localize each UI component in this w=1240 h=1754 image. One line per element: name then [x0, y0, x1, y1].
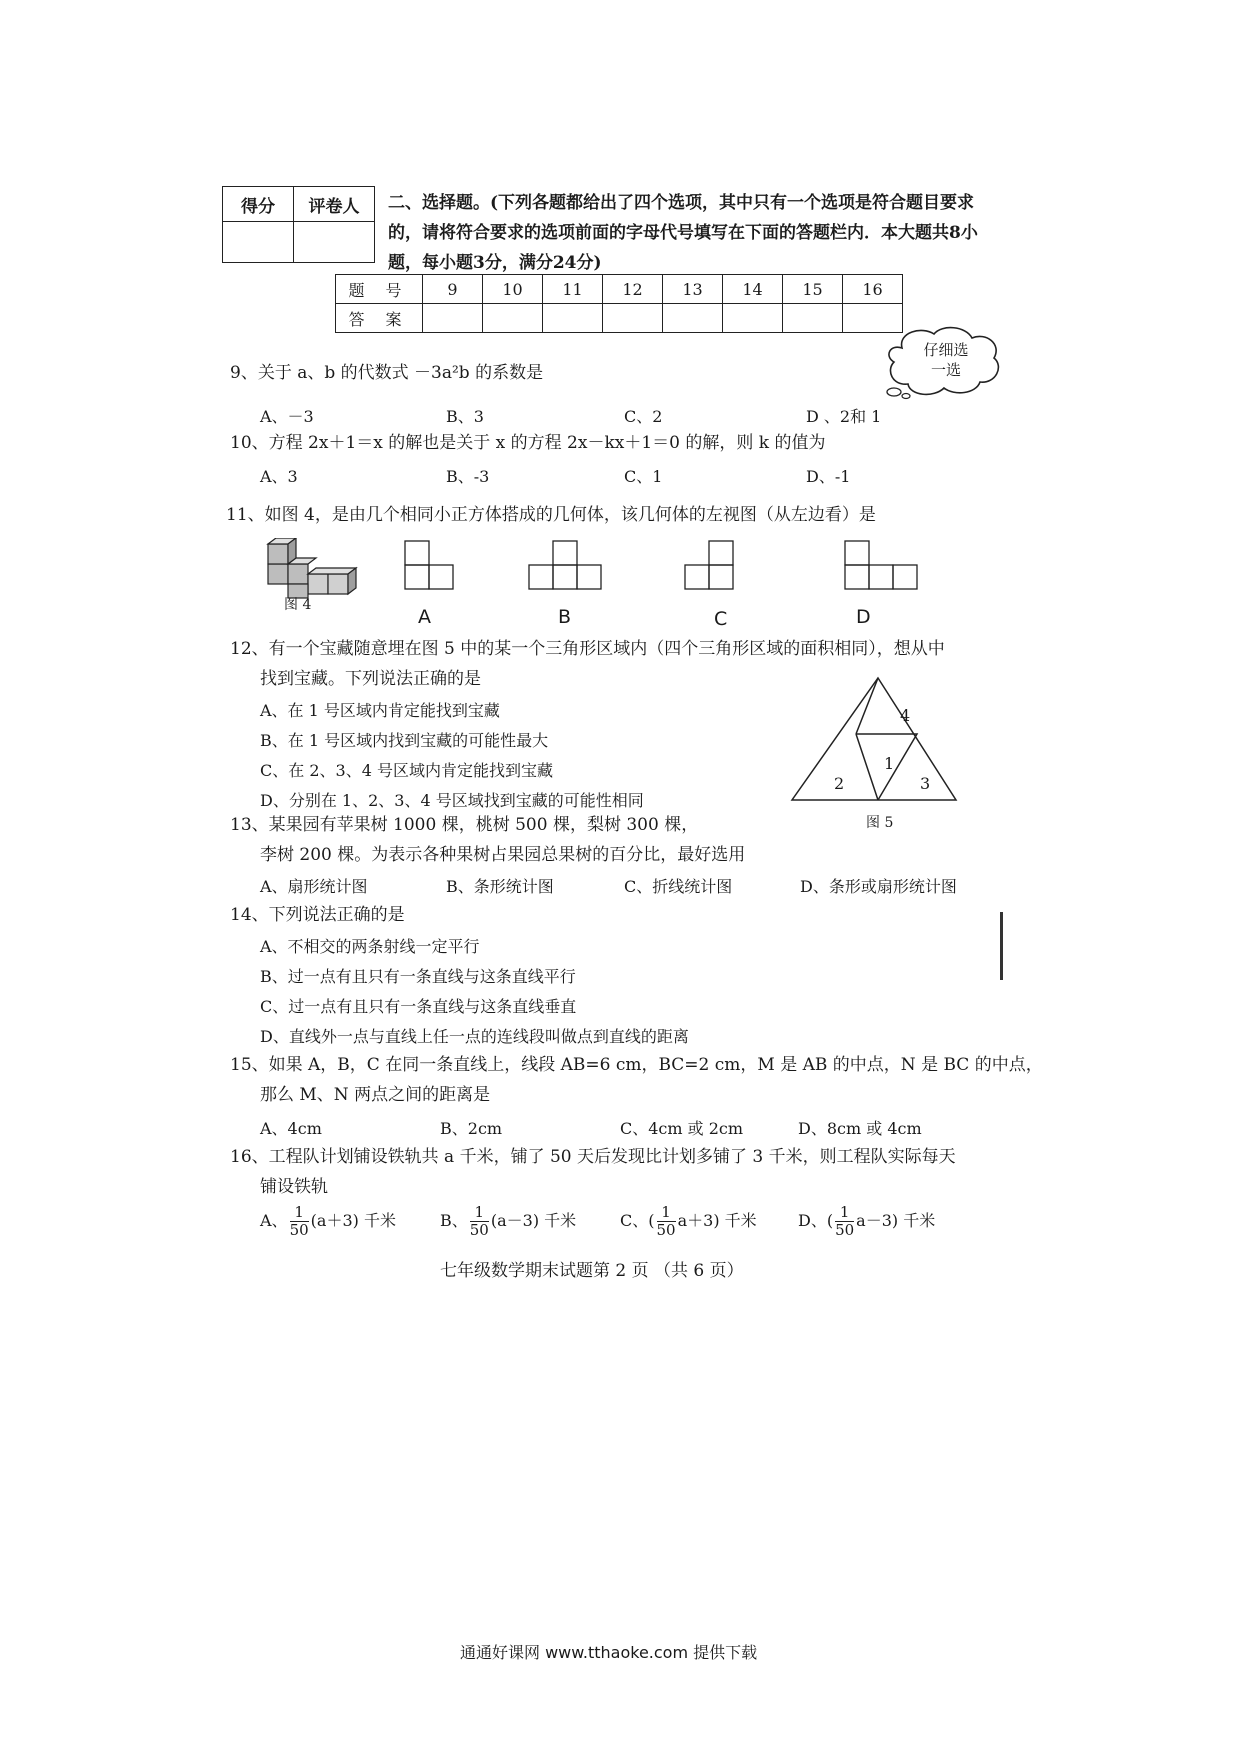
- q16-b-prefix: B、: [440, 1211, 468, 1230]
- question-12-line2: 找到宝藏。下列说法正确的是: [260, 669, 481, 689]
- figure-5-triangle: [790, 676, 962, 804]
- fraction-numerator: 1: [470, 1204, 489, 1222]
- margin-mark: [1000, 912, 1003, 980]
- q9-option-b[interactable]: B、3: [446, 407, 484, 426]
- q13-option-c[interactable]: C、折线统计图: [624, 877, 733, 896]
- question-15-line1: 15、如果 A，B，C 在同一条直线上，线段 AB=6 cm，BC=2 cm，M 是 AB 的中点，N 是 BC 的中点，: [230, 1055, 1043, 1075]
- q14-option-d[interactable]: D、直线外一点与直线上任一点的连线段叫做点到直线的距离: [260, 1027, 689, 1046]
- q12-option-a[interactable]: A、在 1 号区域内肯定能找到宝藏: [260, 701, 500, 720]
- fraction: [470, 1204, 489, 1239]
- grader-cell[interactable]: [294, 222, 375, 263]
- question-number: 16: [843, 275, 903, 304]
- q10-option-b[interactable]: B、-3: [446, 467, 490, 486]
- bubble-line2: 一选: [930, 361, 961, 379]
- fraction-denominator: 50: [289, 1221, 309, 1239]
- question-11: 11、如图 4，是由几个相同小正方体搭成的几何体，该几何体的左视图（从左边看）是: [226, 505, 876, 525]
- question-13-line2: 李树 200 棵。为表示各种果树占果园总果树的百分比，最好选用: [260, 845, 746, 865]
- question-13-line1: 13、某果园有苹果树 1000 棵，桃树 500 棵，梨树 300 棵，: [230, 815, 699, 835]
- question-number: 15: [783, 275, 843, 304]
- answer-table-row1-label: 题 号: [336, 275, 423, 304]
- question-number: 13: [663, 275, 723, 304]
- q11-option-c-label: C: [714, 608, 728, 630]
- bubble-line1: 仔细选: [923, 341, 969, 359]
- site-footer: 通通好课网 www.tthaoke.com 提供下载: [460, 1643, 758, 1662]
- q12-option-b[interactable]: B、在 1 号区域内找到宝藏的可能性最大: [260, 731, 549, 750]
- answer-cell[interactable]: [483, 304, 543, 333]
- q16-d-suffix: a－3) 千米: [856, 1211, 936, 1230]
- grader-label: 评卷人: [294, 187, 375, 222]
- q13-option-b[interactable]: B、条形统计图: [446, 877, 554, 896]
- q14-option-b[interactable]: B、过一点有且只有一条直线与这条直线平行: [260, 967, 576, 986]
- answer-cell[interactable]: [543, 304, 603, 333]
- q9-option-d[interactable]: D 、2和 1: [806, 407, 882, 426]
- bubble-text: [914, 340, 978, 380]
- q14-option-a[interactable]: A、不相交的两条射线一定平行: [260, 937, 480, 956]
- q16-b-suffix: (a－3) 千米: [490, 1211, 577, 1230]
- q16-a-prefix: A、: [260, 1211, 288, 1230]
- figure-5-region-2: 2: [834, 774, 845, 793]
- fraction-numerator: 1: [835, 1204, 854, 1222]
- q12-option-d[interactable]: D、分别在 1、2、3、4 号区域找到宝藏的可能性相同: [260, 791, 644, 810]
- q11-option-d-label: D: [856, 606, 871, 628]
- q14-option-c[interactable]: C、过一点有且只有一条直线与这条直线垂直: [260, 997, 577, 1016]
- score-box: [222, 186, 375, 263]
- score-cell[interactable]: [223, 222, 294, 263]
- figure-5-region-3: 3: [920, 774, 931, 793]
- q13-option-a[interactable]: A、扇形统计图: [260, 877, 368, 896]
- fraction-numerator: 1: [290, 1204, 309, 1222]
- question-16-line1: 16、工程队计划铺设铁轨共 a 千米，铺了 50 天后发现比计划多铺了 3 千米，则工程队实际每天: [230, 1147, 956, 1167]
- q11-option-c-view[interactable]: [684, 540, 736, 590]
- question-number: 14: [723, 275, 783, 304]
- q16-d-prefix: D、(: [798, 1211, 834, 1230]
- q9-option-a[interactable]: A、－3: [260, 407, 314, 426]
- q15-option-a[interactable]: A、4cm: [260, 1119, 322, 1138]
- figure-5-region-1: 1: [884, 754, 895, 773]
- answer-table-row2-label: 答 案: [336, 304, 423, 333]
- q11-option-b-view[interactable]: [528, 540, 604, 590]
- q15-option-b[interactable]: B、2cm: [440, 1119, 503, 1138]
- q9-option-c[interactable]: C、2: [624, 407, 663, 426]
- q16-option-a[interactable]: [260, 1204, 396, 1239]
- q10-option-d[interactable]: D、-1: [806, 467, 851, 486]
- q15-option-d[interactable]: D、8cm 或 4cm: [798, 1119, 922, 1138]
- q12-option-c[interactable]: C、在 2、3、4 号区域内肯定能找到宝藏: [260, 761, 553, 780]
- fraction-denominator: 50: [656, 1221, 676, 1239]
- fraction-denominator: 50: [835, 1221, 855, 1239]
- answer-cell[interactable]: [423, 304, 483, 333]
- fraction: [290, 1204, 309, 1239]
- q13-option-d[interactable]: D、条形或扇形统计图: [800, 877, 957, 896]
- figure-4-cubes: [266, 538, 362, 604]
- answer-cell[interactable]: [663, 304, 723, 333]
- score-label: 得分: [223, 187, 294, 222]
- answer-table: [335, 274, 903, 333]
- q16-option-d[interactable]: [798, 1204, 935, 1239]
- answer-cell[interactable]: [723, 304, 783, 333]
- q11-option-a-view[interactable]: [404, 540, 456, 590]
- q16-option-b[interactable]: [440, 1204, 576, 1239]
- q16-option-c[interactable]: [620, 1204, 757, 1239]
- question-16-line2: 铺设铁轨: [260, 1177, 328, 1197]
- question-number: 10: [483, 275, 543, 304]
- question-number: 12: [603, 275, 663, 304]
- q15-option-c[interactable]: C、4cm 或 2cm: [620, 1119, 744, 1138]
- q16-a-suffix: (a＋3) 千米: [310, 1211, 396, 1230]
- question-10: 10、方程 2x＋1＝x 的解也是关于 x 的方程 2x－kx＋1＝0 的解，则 k 的值为: [230, 433, 826, 453]
- q10-option-a[interactable]: A、3: [260, 467, 298, 486]
- page-footer: 七年级数学期末试题第 2 页 （共 6 页）: [440, 1261, 744, 1281]
- question-15-line2: 那么 M、N 两点之间的距离是: [260, 1085, 491, 1105]
- section-heading: 二、选择题。(下列各题都给出了四个选项，其中只有一个选项是符合题目要求的，请将符合要求的选项前面的字母代号填写在下面的答题栏内．本大题共8小题，每小题3分，满分24分): [388, 193, 978, 273]
- q16-c-suffix: a＋3) 千米: [677, 1211, 757, 1230]
- q11-option-a-label: A: [418, 606, 431, 628]
- q10-option-c[interactable]: C、1: [624, 467, 663, 486]
- figure-5-label: 图 5: [866, 815, 894, 831]
- q11-option-d-view[interactable]: [844, 540, 920, 590]
- question-14: 14、下列说法正确的是: [230, 905, 405, 925]
- question-9: 9、关于 a、b 的代数式 －3a²b 的系数是: [230, 363, 544, 383]
- fraction: [657, 1204, 676, 1239]
- q16-c-prefix: C、(: [620, 1211, 655, 1230]
- question-12-line1: 12、有一个宝藏随意埋在图 5 中的某一个三角形区域内（四个三角形区域的面积相同），想从中: [230, 639, 945, 659]
- answer-cell[interactable]: [603, 304, 663, 333]
- question-number: 11: [543, 275, 603, 304]
- figure-4-label: 图 4: [284, 597, 312, 613]
- q11-option-b-label: B: [558, 606, 572, 628]
- answer-cell[interactable]: [783, 304, 843, 333]
- question-number: 9: [423, 275, 483, 304]
- figure-5-region-4: 4: [900, 706, 911, 725]
- fraction-numerator: 1: [657, 1204, 676, 1222]
- fraction: [835, 1204, 854, 1239]
- fraction-denominator: 50: [469, 1221, 489, 1239]
